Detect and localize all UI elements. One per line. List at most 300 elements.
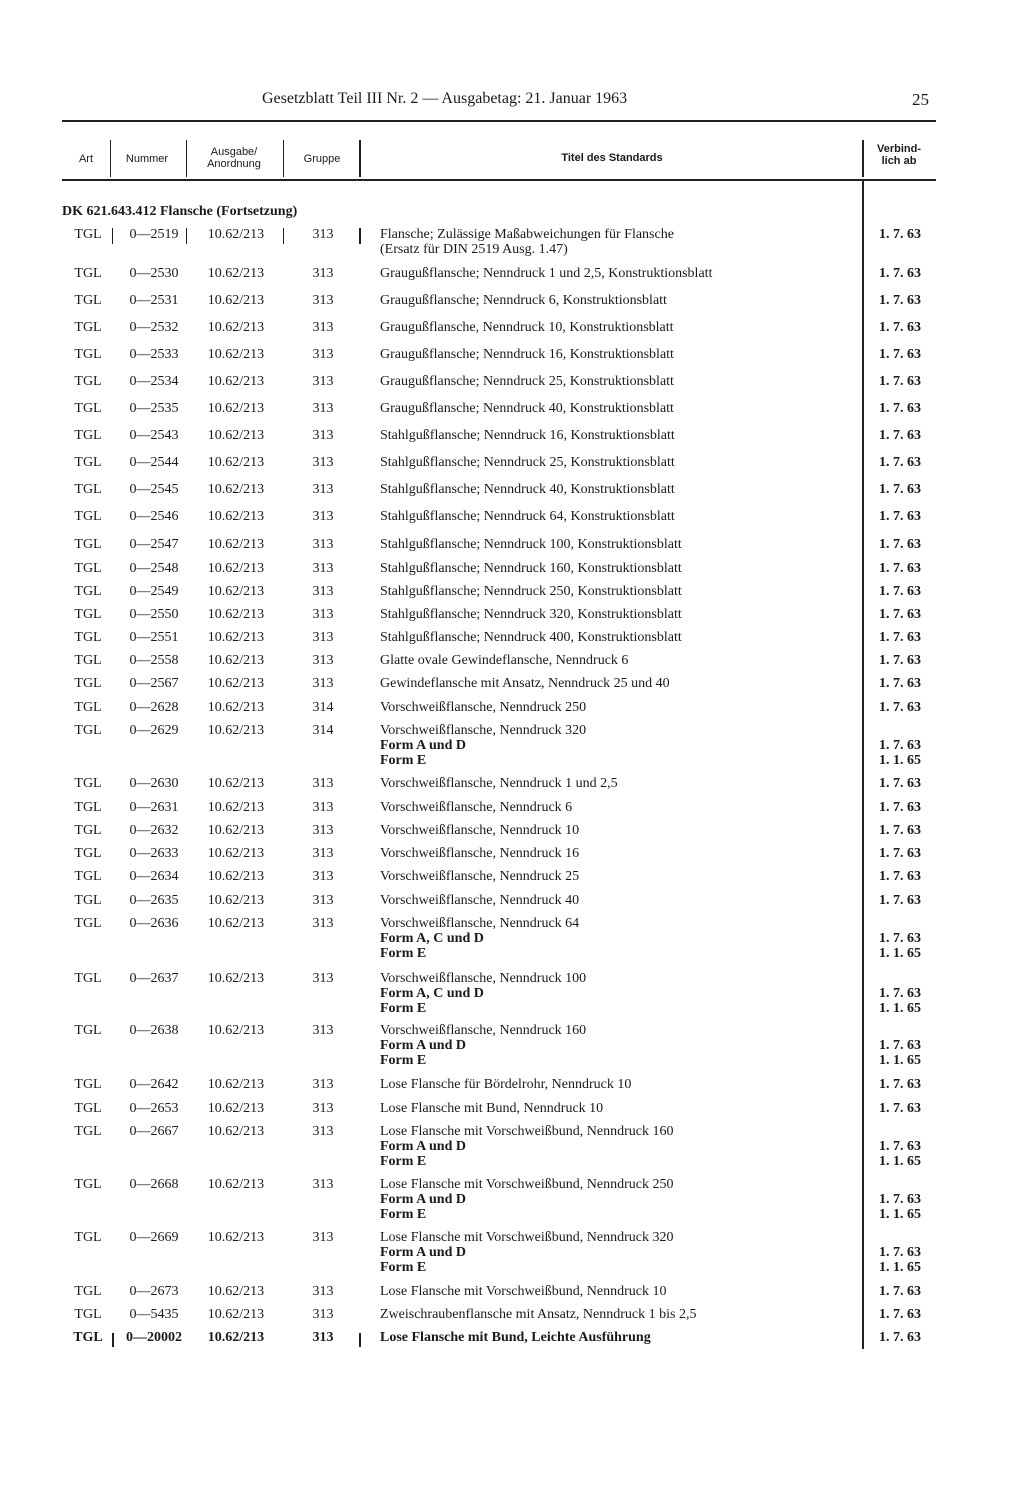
titel-cell [380,401,855,416]
art-cell: TGL [74,776,102,791]
art-cell: TGL [74,1284,102,1299]
gruppe-cell: 313 [312,1284,334,1299]
verbindlich-date: 1. 7. 63 [879,482,921,497]
verbindlich-date: 1. 7. 63 [879,800,921,815]
verbindlich-cell [868,823,932,838]
titel-text: Lose Flansche mit Bund, Leichte Ausführung [380,1330,651,1345]
nummer-cell: 0—2534 [129,374,179,389]
column-header-ausgabe-line2: Anordnung [207,158,261,170]
ausgabe-cell: 10.62/213 [207,676,265,691]
form-verbindlich-date: 1. 7. 63 [879,1192,921,1207]
gruppe-cell: 313 [312,893,334,908]
verbindlich-cell [868,723,932,768]
header-divider [359,140,361,177]
art-cell: TGL [74,293,102,308]
spacer [868,1124,932,1139]
verbindlich-cell [868,916,932,961]
titel-text: Vorschweißflansche, Nenndruck 40 [380,893,580,908]
gruppe-cell: 313 [312,676,334,691]
art-cell: TGL [74,653,102,668]
form-subentry: Form A und D [380,1139,466,1154]
ausgabe-cell: 10.62/213 [207,846,265,861]
form-verbindlich-date: 1. 7. 63 [879,1245,921,1260]
verbindlich-date: 1. 7. 63 [879,320,921,335]
nummer-cell: 0—2673 [129,1284,179,1299]
titel-cell [380,266,855,281]
titel-text: Stahlgußflansche; Nenndruck 250, Konstruktionsblatt [380,584,682,599]
nummer-cell: 0—2549 [129,584,179,599]
gruppe-cell: 313 [312,1124,334,1139]
ausgabe-cell: 10.62/213 [207,1023,265,1038]
row-divider-mark [112,1333,114,1347]
titel-text-continued: (Ersatz für DIN 2519 Ausg. 1.47) [380,242,568,257]
column-header-ausgabe-line1: Ausgabe/ [210,146,258,158]
gruppe-cell: 313 [312,630,334,645]
titel-cell [380,293,855,308]
titel-cell [380,776,855,791]
form-verbindlich-date: 1. 1. 65 [879,753,921,768]
verbindlich-cell [868,537,932,552]
gruppe-cell: 313 [312,1101,334,1116]
verbindlich-cell [868,347,932,362]
verbindlich-cell [868,320,932,335]
verbindlich-cell [868,401,932,416]
verbindlich-cell [868,869,932,884]
ausgabe-cell: 10.62/213 [207,537,265,552]
verbindlich-date: 1. 7. 63 [879,893,921,908]
form-verbindlich-date: 1. 7. 63 [879,1038,921,1053]
titel-text: Graugußflansche; Nenndruck 16, Konstruktionsblatt [380,347,674,362]
art-cell: TGL [74,266,102,281]
nummer-cell: 0—2669 [129,1230,179,1245]
titel-text: Graugußflansche, Nenndruck 10, Konstruktionsblatt [380,320,674,335]
verbindlich-cell [868,293,932,308]
nummer-cell: 0—2546 [129,509,179,524]
verbindlich-cell [868,584,932,599]
header-rule-top [62,120,936,122]
header-divider [283,140,284,177]
verbindlich-date: 1. 7. 63 [879,455,921,470]
header-rule-bottom [62,179,936,181]
row-divider-mark [359,1333,361,1347]
verbindlich-date: 1. 7. 63 [879,1284,921,1299]
nummer-cell: 0—2634 [129,869,179,884]
titel-text: Stahlgußflansche; Nenndruck 64, Konstruktionsblatt [380,509,675,524]
ausgabe-cell: 10.62/213 [207,700,265,715]
gruppe-cell: 313 [312,916,334,931]
gruppe-cell: 313 [312,1023,334,1038]
art-cell: TGL [74,455,102,470]
titel-cell [380,630,855,645]
titel-text: Graugußflansche; Nenndruck 40, Konstruktionsblatt [380,401,674,416]
verbindlich-date: 1. 7. 63 [879,1101,921,1116]
ausgabe-cell: 10.62/213 [207,869,265,884]
form-subentry: Form E [380,1207,427,1222]
art-cell: TGL [74,482,102,497]
titel-text: Lose Flansche mit Vorschweißbund, Nenndruck 250 [380,1177,674,1192]
verbindlich-cell [868,1230,932,1275]
verbindlich-cell [868,653,932,668]
titel-cell [380,455,855,470]
verbindlich-date: 1. 7. 63 [879,700,921,715]
form-verbindlich-date: 1. 7. 63 [879,738,921,753]
nummer-cell: 0—2558 [129,653,179,668]
form-verbindlich-date: 1. 7. 63 [879,931,921,946]
nummer-cell: 0—2532 [129,320,179,335]
gruppe-cell: 313 [312,1330,334,1345]
titel-cell [380,1307,855,1322]
nummer-cell: 0—2533 [129,347,179,362]
verbindlich-date: 1. 7. 63 [879,776,921,791]
form-verbindlich-date: 1. 1. 65 [879,946,921,961]
titel-text: Lose Flansche mit Vorschweißbund, Nenndruck 10 [380,1284,667,1299]
verbindlich-cell [868,374,932,389]
nummer-cell: 0—2519 [129,227,179,242]
verbindlich-date: 1. 7. 63 [879,869,921,884]
art-cell: TGL [74,509,102,524]
titel-cell [380,700,855,715]
gruppe-cell: 313 [312,1307,334,1322]
art-cell: TGL [74,1023,102,1038]
art-cell: TGL [74,723,102,738]
art-cell: TGL [74,537,102,552]
art-cell: TGL [74,1177,102,1192]
titel-cell [380,374,855,389]
verbindlich-cell [868,971,932,1016]
verbindlich-date: 1. 7. 63 [879,293,921,308]
art-cell: TGL [74,1307,102,1322]
titel-cell [380,1230,855,1275]
verbindlich-cell [868,800,932,815]
titel-text: Lose Flansche mit Bund, Nenndruck 10 [380,1101,604,1116]
header-title: Gesetzblatt Teil III Nr. 2 — Ausgabetag: 21. Januar 1963 [262,90,628,107]
gruppe-cell: 313 [312,800,334,815]
titel-text: Glatte ovale Gewindeflansche, Nenndruck 6 [380,653,629,668]
ausgabe-cell: 10.62/213 [207,266,265,281]
ausgabe-cell: 10.62/213 [207,893,265,908]
titel-cell [380,607,855,622]
form-verbindlich-date: 1. 1. 65 [879,1154,921,1169]
titel-cell [380,893,855,908]
nummer-cell: 0—2543 [129,428,179,443]
titel-text: Zweischraubenflansche mit Ansatz, Nenndruck 1 bis 2,5 [380,1307,697,1322]
titel-cell [380,846,855,861]
ausgabe-cell: 10.62/213 [207,1177,265,1192]
nummer-cell: 0—2631 [129,800,179,815]
nummer-cell: 0—2551 [129,630,179,645]
art-cell: TGL [74,893,102,908]
ausgabe-cell: 10.62/213 [207,584,265,599]
column-header-gruppe: Gruppe [303,153,341,165]
titel-text: Stahlgußflansche; Nenndruck 400, Konstruktionsblatt [380,630,682,645]
nummer-cell: 0—2545 [129,482,179,497]
form-subentry: Form E [380,946,427,961]
ausgabe-cell: 10.62/213 [207,1230,265,1245]
verbindlich-cell [868,776,932,791]
gruppe-cell: 313 [312,293,334,308]
verbindlich-date: 1. 7. 63 [879,561,921,576]
nummer-cell: 0—2633 [129,846,179,861]
verbindlich-date: 1. 7. 63 [879,537,921,552]
verbindlich-date: 1. 7. 63 [879,266,921,281]
art-cell: TGL [74,916,102,931]
gruppe-cell: 313 [312,537,334,552]
verbindlich-date: 1. 7. 63 [879,374,921,389]
ausgabe-cell: 10.62/213 [207,971,265,986]
titel-cell [380,869,855,884]
titel-cell [380,676,855,691]
nummer-cell: 0—2531 [129,293,179,308]
verbindlich-cell [868,1177,932,1222]
titel-text: Stahlgußflansche; Nenndruck 16, Konstruktionsblatt [380,428,675,443]
verbindlich-cell [868,428,932,443]
titel-cell [380,1177,855,1222]
nummer-cell: 0—2642 [129,1077,179,1092]
ausgabe-cell: 10.62/213 [207,482,265,497]
gruppe-cell: 313 [312,320,334,335]
nummer-cell: 0—2550 [129,607,179,622]
nummer-cell: 0—2638 [129,1023,179,1038]
titel-cell [380,1330,855,1345]
nummer-cell: 0—5435 [129,1307,179,1322]
titel-cell [380,537,855,552]
titel-cell [380,653,855,668]
art-cell: TGL [74,1124,102,1139]
gruppe-cell: 313 [312,971,334,986]
titel-cell [380,1077,855,1092]
gruppe-cell: 313 [312,1077,334,1092]
art-cell: TGL [74,823,102,838]
form-subentry: Form A und D [380,1192,466,1207]
form-subentry: Form A, C und D [380,986,484,1001]
verbindlich-column-rule [862,179,864,1349]
art-cell: TGL [74,227,102,242]
section-title: DK 621.643.412 Flansche (Fortsetzung) [62,204,298,219]
form-subentry: Form A und D [380,1245,466,1260]
ausgabe-cell: 10.62/213 [207,227,265,242]
form-subentry: Form E [380,1053,427,1068]
verbindlich-cell [868,676,932,691]
ausgabe-cell: 10.62/213 [207,374,265,389]
titel-cell [380,916,855,961]
column-header-verbindlich [864,143,934,167]
gruppe-cell: 313 [312,266,334,281]
gruppe-cell: 313 [312,227,334,242]
verbindlich-cell [868,227,932,242]
verbindlich-cell [868,1101,932,1116]
form-verbindlich-date: 1. 1. 65 [879,1260,921,1275]
verbindlich-date: 1. 7. 63 [879,401,921,416]
nummer-cell: 0—2632 [129,823,179,838]
ausgabe-cell: 10.62/213 [207,1101,265,1116]
gruppe-cell: 313 [312,428,334,443]
verbindlich-date: 1. 7. 63 [879,1307,921,1322]
spacer [868,971,932,986]
verbindlich-date: 1. 7. 63 [879,1077,921,1092]
page-header [0,90,1024,112]
titel-text: Vorschweißflansche, Nenndruck 6 [380,800,573,815]
verbindlich-date: 1. 7. 63 [879,653,921,668]
spacer [868,723,932,738]
titel-cell [380,1101,855,1116]
titel-text: Stahlgußflansche; Nenndruck 160, Konstruktionsblatt [380,561,682,576]
ausgabe-cell: 10.62/213 [207,1330,265,1345]
form-subentry: Form E [380,753,427,768]
nummer-cell: 0—20002 [126,1330,182,1345]
verbindlich-cell [868,1307,932,1322]
titel-cell [380,320,855,335]
form-subentry: Form A, C und D [380,931,484,946]
titel-cell [380,509,855,524]
form-subentry: Form A und D [380,1038,466,1053]
titel-text: Stahlgußflansche; Nenndruck 100, Konstruktionsblatt [380,537,682,552]
ausgabe-cell: 10.62/213 [207,293,265,308]
nummer-cell: 0—2653 [129,1101,179,1116]
art-cell: TGL [74,428,102,443]
gruppe-cell: 314 [312,700,334,715]
verbindlich-cell [868,455,932,470]
header-divider [110,140,111,177]
titel-cell [380,800,855,815]
row-divider-mark [359,228,361,244]
ausgabe-cell: 10.62/213 [207,630,265,645]
verbindlich-date: 1. 7. 63 [879,607,921,622]
verbindlich-cell [868,630,932,645]
verbindlich-cell [868,846,932,861]
ausgabe-cell: 10.62/213 [207,1077,265,1092]
titel-cell [380,1023,855,1068]
ausgabe-cell: 10.62/213 [207,347,265,362]
nummer-cell: 0—2548 [129,561,179,576]
verbindlich-cell [868,482,932,497]
gruppe-cell: 313 [312,653,334,668]
gruppe-cell: 313 [312,846,334,861]
titel-cell [380,971,855,1016]
gruppe-cell: 313 [312,607,334,622]
gruppe-cell: 313 [312,347,334,362]
column-header-verbindlich-line2: lich ab [881,155,917,167]
verbindlich-date: 1. 7. 63 [879,584,921,599]
gruppe-cell: 313 [312,482,334,497]
titel-text: Graugußflansche; Nenndruck 6, Konstruktionsblatt [380,293,667,308]
nummer-cell: 0—2530 [129,266,179,281]
column-header-titel: Titel des Standards [561,152,663,164]
column-header-verbindlich-line1: Verbind- [876,143,921,155]
ausgabe-cell: 10.62/213 [207,509,265,524]
ausgabe-cell: 10.62/213 [207,561,265,576]
verbindlich-cell [868,509,932,524]
verbindlich-date: 1. 7. 63 [879,227,921,242]
verbindlich-cell [868,266,932,281]
ausgabe-cell: 10.62/213 [207,455,265,470]
form-verbindlich-date: 1. 1. 65 [879,1001,921,1016]
art-cell: TGL [74,1077,102,1092]
titel-cell [380,723,855,768]
gruppe-cell: 313 [312,1230,334,1245]
titel-text: Flansche; Zulässige Maßabweichungen für Flansche [380,227,674,242]
ausgabe-cell: 10.62/213 [207,607,265,622]
gruppe-cell: 313 [312,374,334,389]
verbindlich-cell [868,1077,932,1092]
art-cell: TGL [74,869,102,884]
ausgabe-cell: 10.62/213 [207,1284,265,1299]
titel-text: Lose Flansche mit Vorschweißbund, Nenndruck 320 [380,1230,674,1245]
verbindlich-cell [868,700,932,715]
verbindlich-cell [868,1330,932,1345]
form-subentry: Form E [380,1260,427,1275]
art-cell: TGL [74,800,102,815]
row-divider-mark [283,228,284,244]
art-cell: TGL [74,401,102,416]
verbindlich-cell [868,1124,932,1169]
column-header-nummer: Nummer [125,153,169,165]
art-cell: TGL [74,347,102,362]
ausgabe-cell: 10.62/213 [207,823,265,838]
verbindlich-cell [868,893,932,908]
nummer-cell: 0—2667 [129,1124,179,1139]
header-divider [186,140,187,177]
form-verbindlich-date: 1. 7. 63 [879,986,921,1001]
verbindlich-cell [868,1023,932,1068]
titel-text: Vorschweißflansche, Nenndruck 160 [380,1023,587,1038]
art-cell: TGL [74,607,102,622]
gruppe-cell: 313 [312,1177,334,1192]
art-cell: TGL [74,1230,102,1245]
titel-cell [380,482,855,497]
gruppe-cell: 313 [312,561,334,576]
titel-text: Vorschweißflansche, Nenndruck 64 [380,916,580,931]
verbindlich-date: 1. 7. 63 [879,630,921,645]
gruppe-cell: 314 [312,723,334,738]
spacer [868,916,932,931]
gruppe-cell: 313 [312,455,334,470]
form-subentry: Form A und D [380,738,466,753]
art-cell: TGL [73,1330,103,1345]
gruppe-cell: 313 [312,776,334,791]
verbindlich-date: 1. 7. 63 [879,509,921,524]
art-cell: TGL [74,374,102,389]
nummer-cell: 0—2628 [129,700,179,715]
header-divider [862,140,864,177]
art-cell: TGL [74,676,102,691]
verbindlich-cell [868,607,932,622]
art-cell: TGL [74,1101,102,1116]
titel-text: Stahlgußflansche; Nenndruck 320, Konstruktionsblatt [380,607,682,622]
nummer-cell: 0—2535 [129,401,179,416]
titel-text: Stahlgußflansche; Nenndruck 25, Konstruktionsblatt [380,455,675,470]
spacer [868,1023,932,1038]
titel-text: Vorschweißflansche, Nenndruck 100 [380,971,587,986]
titel-cell [380,347,855,362]
art-cell: TGL [74,584,102,599]
verbindlich-date: 1. 7. 63 [879,676,921,691]
verbindlich-cell [868,561,932,576]
titel-text: Vorschweißflansche, Nenndruck 25 [380,869,580,884]
gruppe-cell: 313 [312,823,334,838]
titel-cell [380,1124,855,1169]
ausgabe-cell: 10.62/213 [207,916,265,931]
column-header-art: Art [78,153,94,165]
form-subentry: Form E [380,1154,427,1169]
spacer [868,1177,932,1192]
ausgabe-cell: 10.62/213 [207,653,265,668]
art-cell: TGL [74,320,102,335]
nummer-cell: 0—2547 [129,537,179,552]
verbindlich-cell [868,1284,932,1299]
titel-text: Vorschweißflansche, Nenndruck 250 [380,700,587,715]
ausgabe-cell: 10.62/213 [207,723,265,738]
gruppe-cell: 313 [312,869,334,884]
